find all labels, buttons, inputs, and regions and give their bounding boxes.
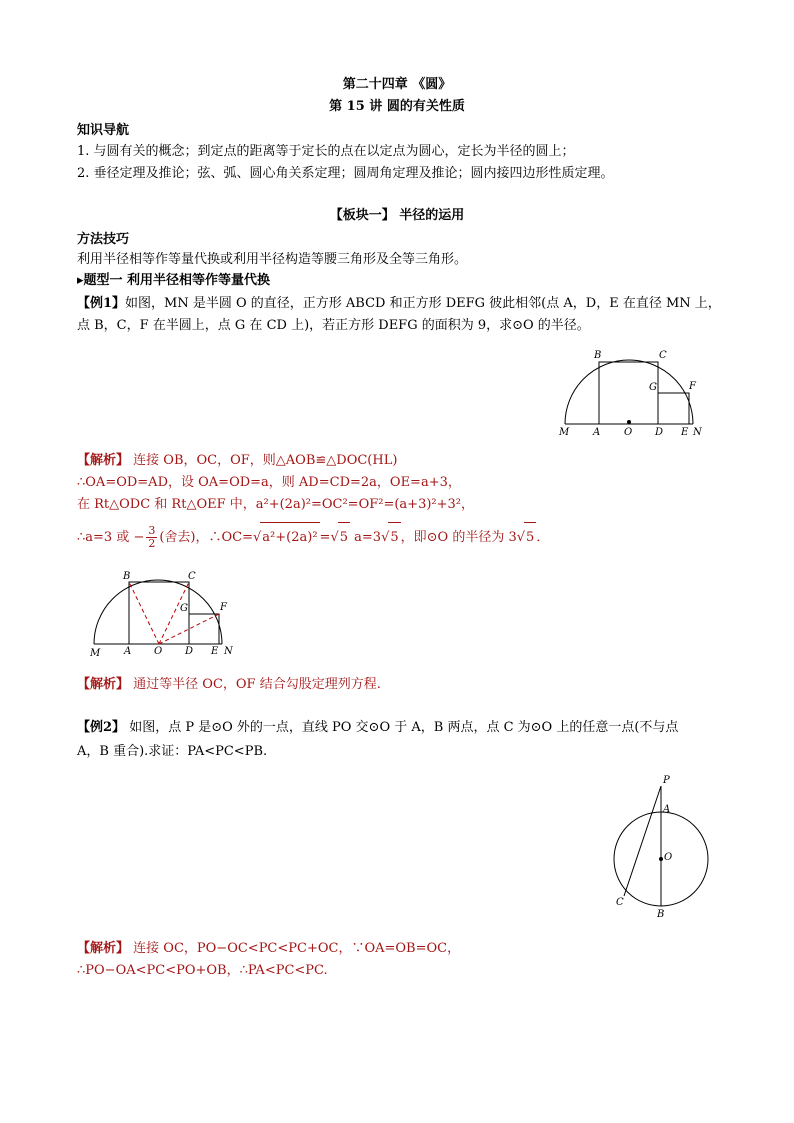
solution1-text1: 连接 OB，OC，OF，则△AOB≌△DOC(HL) bbox=[133, 453, 398, 468]
label-f-2: F bbox=[220, 602, 227, 613]
square-defg-2 bbox=[189, 614, 219, 644]
label-f: F bbox=[689, 381, 696, 392]
lecture-title: 第 15 讲 圆的有关性质 bbox=[329, 99, 465, 114]
label-m: M bbox=[559, 427, 570, 438]
type-heading: ▸题型一 利用半径相等作等量代换 bbox=[77, 273, 271, 288]
section-title: 【板块一】 半径的运用 bbox=[329, 208, 465, 223]
analysis1-tag: 【解析】 bbox=[77, 677, 130, 692]
solution1-line3: 在 Rt△ODC 和 Rt△OEF 中，a²+(2a)²=OC²=OF²=(a+3)²+3²， bbox=[77, 497, 475, 512]
sqrt-radicand-1: a²+(2a)² bbox=[260, 522, 319, 553]
label-c-2: C bbox=[188, 571, 196, 582]
label-p: P bbox=[663, 775, 670, 786]
square-abcd bbox=[599, 362, 658, 424]
label-o-2: O bbox=[154, 646, 163, 657]
example1-tag: 【例1】 bbox=[77, 296, 126, 311]
label-e: E bbox=[681, 427, 689, 438]
example2-text1: 如图，点 P 是⊙O 外的一点，直线 PO 交⊙O 于 A，B 两点，点 C 为⊙O 上的任意一点(不与点 bbox=[129, 720, 679, 735]
solution2-line2: ∴PO−OA<PC<PO+OB，∴PA<PC<PC. bbox=[77, 963, 328, 978]
solution2-text1: 连接 OC，PO−OC<PC<PC+OC，∵OA=OB=OC， bbox=[133, 941, 461, 956]
label-a-2: A bbox=[124, 646, 132, 657]
sol4-part-e: ，即⊙O 的半径为 3 bbox=[400, 530, 517, 545]
chapter-title: 第二十四章 《圆》 bbox=[342, 77, 452, 92]
fraction-denominator: 2 bbox=[148, 537, 156, 550]
solution1-line1 bbox=[77, 452, 397, 470]
semicircle-figure-2 bbox=[84, 568, 244, 660]
label-d: D bbox=[655, 427, 664, 438]
label-a2: A bbox=[663, 804, 671, 815]
semicircle-arc-2 bbox=[94, 580, 222, 644]
solution1-line2: ∴OA=OD=AD，设 OA=OD=a，则 AD=CD=2a，OE=a+3， bbox=[77, 475, 461, 490]
label-a: A bbox=[593, 427, 601, 438]
guide-item-1: 1. 与圆有关的概念；到定点的距离等于定长的点在以定点为圆心，定长为半径的圆上； bbox=[77, 144, 575, 159]
label-c2: C bbox=[616, 897, 624, 908]
fraction-numerator: 3 bbox=[148, 524, 156, 537]
label-b3: B bbox=[657, 909, 665, 920]
circle-figure bbox=[605, 770, 720, 920]
sqrt-radicand-4: 5 bbox=[524, 522, 536, 553]
label-n: N bbox=[693, 427, 702, 438]
example2-line1 bbox=[77, 719, 678, 737]
solution2-tag: 【解析】 bbox=[77, 941, 130, 956]
semicircle-figure-1 bbox=[555, 344, 715, 439]
example2-line2: A，B 重合).求证：PA<PC<PB. bbox=[77, 744, 268, 759]
label-g: G bbox=[649, 382, 657, 393]
method-text: 利用半径相等作等量代换或利用半径构造等腰三角形及全等三角形。 bbox=[77, 252, 468, 267]
sol4-part-a: ∴a=3 或 − bbox=[77, 530, 145, 545]
solution1-line4: ∴a=3 或 − $\frac{3}{2}$ (舍去)，∴OC=√a²+(2a)² =√5 a=3√5 ，即⊙O 的半径为 3√5 ． bbox=[77, 522, 549, 553]
label-o: O bbox=[624, 427, 633, 438]
guide-heading: 知识导航 bbox=[77, 123, 130, 138]
example1-text1: 如图，MN 是半圆 O 的直径，正方形 ABCD 和正方形 DEFG 彼此相邻(点 A，D，E 在直径 MN 上， bbox=[125, 296, 721, 311]
label-g-2: G bbox=[180, 603, 188, 614]
label-b-2: B bbox=[123, 571, 131, 582]
analysis1 bbox=[77, 676, 381, 694]
label-m-2: M bbox=[90, 648, 101, 659]
sol4-part-f: ． bbox=[536, 530, 550, 545]
label-c: C bbox=[659, 350, 667, 361]
semicircle-arc bbox=[565, 360, 693, 424]
example1-line1 bbox=[77, 295, 721, 313]
example2-tag: 【例2】 bbox=[77, 720, 126, 735]
label-e-2: E bbox=[211, 646, 219, 657]
sol4-part-d: a=3 bbox=[354, 530, 382, 545]
center-point-o bbox=[627, 420, 631, 424]
method-heading: 方法技巧 bbox=[77, 232, 130, 247]
solution2-line1 bbox=[77, 940, 460, 958]
segment-ob bbox=[129, 582, 159, 644]
square-defg bbox=[658, 393, 689, 424]
fraction-three-halves bbox=[146, 525, 157, 550]
label-n-2: N bbox=[224, 646, 233, 657]
line-pc bbox=[624, 786, 661, 896]
sqrt-radicand-2: 5 bbox=[338, 522, 350, 553]
example1-line2: 点 B，C，F 在半圆上，点 G 在 CD 上)，若正方形 DEFG 的面积为 9，求⊙O 的半径。 bbox=[77, 318, 590, 333]
solution1-tag: 【解析】 bbox=[77, 453, 130, 468]
label-b: B bbox=[594, 350, 602, 361]
label-o3: O bbox=[664, 852, 673, 863]
center-point-o2 bbox=[659, 857, 663, 861]
label-d-2: D bbox=[185, 646, 194, 657]
sol4-part-c: = bbox=[319, 530, 331, 545]
sqrt-radicand-3: 5 bbox=[388, 522, 400, 553]
guide-item-2: 2. 垂径定理及推论；弦、弧、圆心角关系定理；圆周角定理及推论；圆内接四边形性质定理。 bbox=[77, 166, 614, 181]
sol4-part-b: (舍去)，∴OC= bbox=[159, 530, 253, 545]
analysis1-text: 通过等半径 OC，OF 结合勾股定理列方程. bbox=[133, 677, 381, 692]
